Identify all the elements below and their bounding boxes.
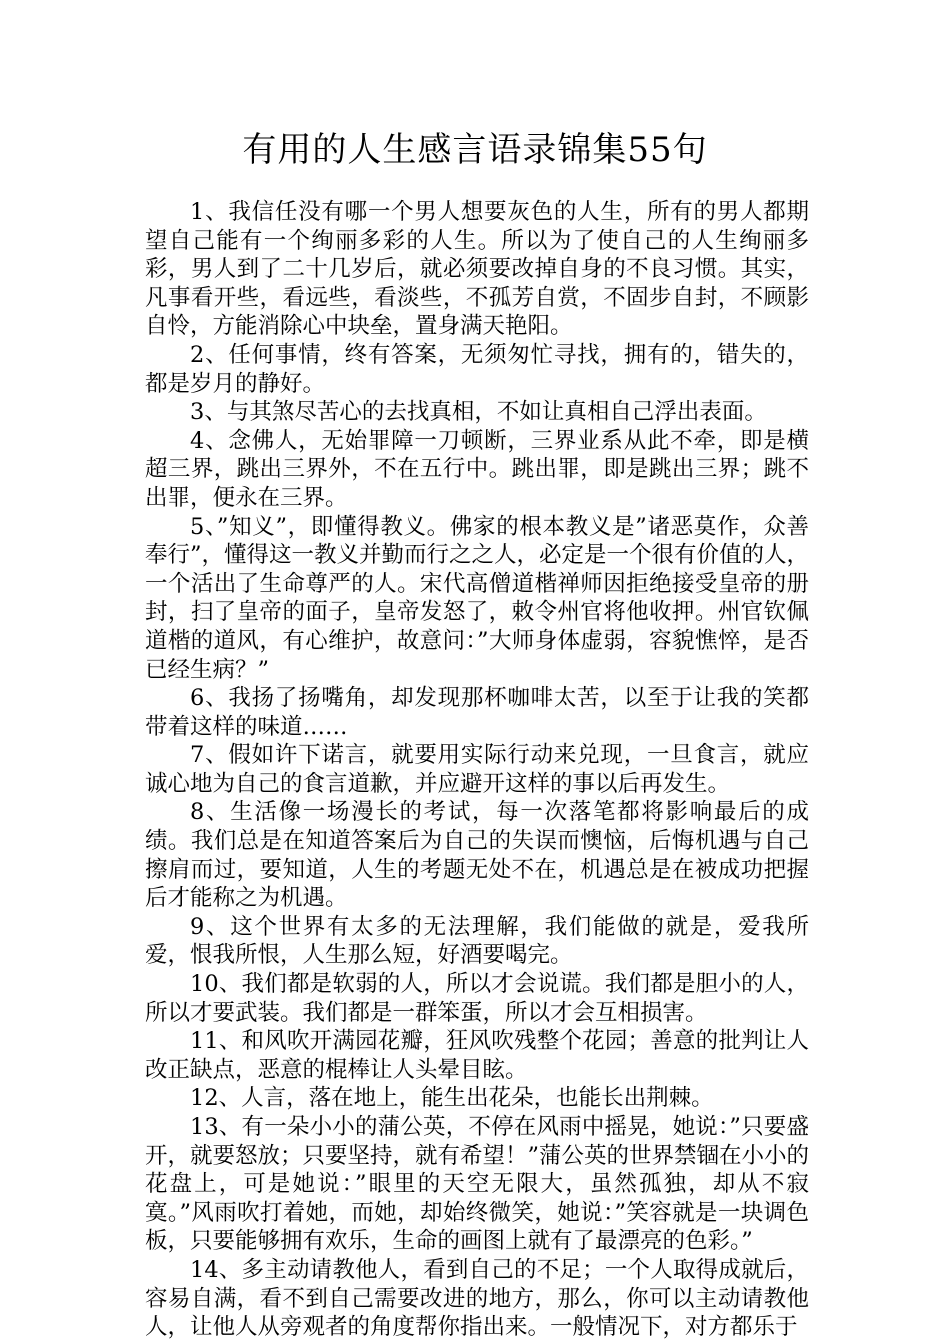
paragraph: 7、假如许下诺言，就要用实际行动来兑现，一旦食言，就应诚心地为自己的食言道歉，并应避开这样的事以后再发生。 [145,742,809,797]
paragraph: 10、我们都是软弱的人，所以才会说谎。我们都是胆小的人，所以才要武装。我们都是一群笨蛋，所以才会互相损害。 [145,971,809,1026]
paragraph: 9、这个世界有太多的无法理解，我们能做的就是，爱我所爱，恨我所恨，人生那么短，好酒要喝完。 [145,913,809,969]
paragraph: 5、”知义”，即懂得教义。佛家的根本教义是”诸恶莫作，众善奉行”，懂得这一教义并勤而行之之人，必定是一个很有价值的人，一个活出了生命尊严的人。宋代高僧道楷禅师因拒绝接受皇帝的册封，扫了皇帝的面子，皇帝发怒了，敕令州官将他收押。州官钦佩道楷的道风，有心维护，故意问：”大师身体虚弱，容貌憔悴，是否已经生病？” [145,513,810,683]
paragraph: 3、与其煞尽苦心的去找真相，不如让真相自己浮出表面。 [190,399,767,426]
paragraph: 6、我扬了扬嘴角，却发现那杯咖啡太苦，以至于让我的笑都带着这样的味道…… [145,685,809,740]
paragraph: 1、我信任没有哪一个男人想要灰色的人生，所有的男人都期望自己能有一个绚丽多彩的人生。所以为了使自己的人生绚丽多彩，男人到了二十几岁后，就必须要改掉自身的不良习惯。其实，凡事看开些，看远些，看淡些，不孤芳自赏，不固步自封，不顾影自怜，方能消除心中块垒，置身满天艳阳。 [145,199,809,340]
paragraph: 14、多主动请教他人，看到自己的不足；一个人取得成就后，容易自满，看不到自己需要改进的地方，那么，你可以主动请教他人，让他人从旁观者的角度帮你指出来。一般情况下，对方都乐于 [145,1256,809,1341]
paragraph: 2、任何事情，终有答案，无须匆忙寻找，拥有的，错失的，都是岁月的静好。 [145,341,809,397]
paragraph: 13、有一朵小小的蒲公英，不停在风雨中摇晃，她说：”只要盛开，就要怒放；只要坚持，就有希望！”蒲公英的世界禁锢在小小的花盘上，可是她说：”眼里的天空无限大，虽然孤独，却从不寂寞。”风雨吹打着她，而她，却始终微笑，她说：”笑容就是一块调色板，只要能够拥有欢乐，生命的画图上就有了最漂亮的色彩。” [145,1114,810,1255]
paragraph: 4、念佛人，无始罪障一刀顿断，三界业系从此不牵，即是横超三界，跳出三界外，不在五行中。跳出罪，即是跳出三界；跳不出罪，便永在三界。 [145,427,809,511]
document-title: 有用的人生感言语录锦集55句 [242,130,708,170]
paragraph: 8、生活像一场漫长的考试，每一次落笔都将影响最后的成绩。我们总是在知道答案后为自己的失误而懊恼，后悔机遇与自己擦肩而过，要知道，人生的考题无处不在，机遇总是在被成功把握后才能称之为机遇。 [145,799,809,912]
document-body [145,198,809,1342]
paragraph: 11、和风吹开满园花瓣，狂风吹残整个花园；善意的批判让人改正缺点，恶意的棍棒让人头晕目眩。 [145,1028,809,1083]
paragraph: 12、人言，落在地上，能生出花朵，也能长出荆棘。 [190,1085,714,1112]
